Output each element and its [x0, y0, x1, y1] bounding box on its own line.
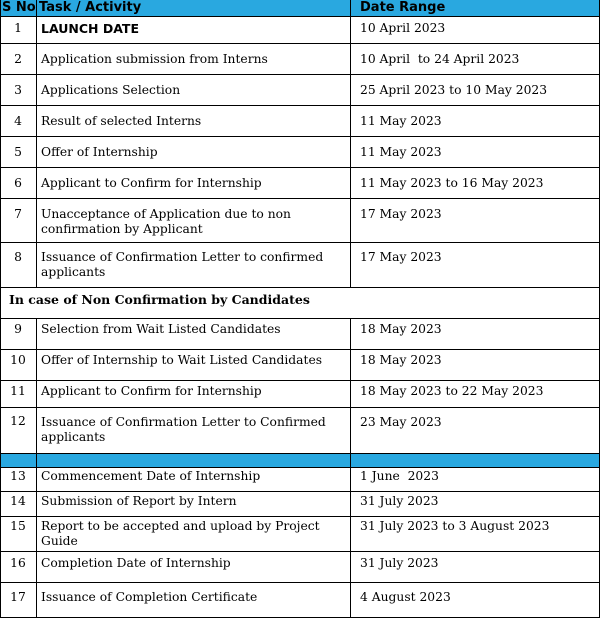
row-task-line2: applicants [41, 430, 106, 444]
row-task: Application submission from Interns [41, 52, 268, 66]
row-task-line2: confirmation by Applicant [41, 222, 203, 236]
row-divider [0, 136, 600, 137]
row-divider [0, 16, 600, 17]
row-divider [0, 74, 600, 75]
row-date: 23 May 2023 [360, 415, 442, 429]
row-date: 11 May 2023 to 16 May 2023 [360, 176, 544, 190]
row-task: Commencement Date of Internship [41, 469, 261, 483]
row-task: Selection from Wait Listed Candidates [41, 322, 281, 336]
row-divider [0, 491, 600, 492]
row-task: Applicant to Confirm for Internship [41, 176, 262, 190]
row-task-line1: Issuance of Confirmation Letter to Confirmed [41, 415, 326, 429]
row-task: Submission of Report by Intern [41, 494, 237, 508]
row-divider [0, 318, 600, 319]
row-sno: 16 [10, 556, 26, 570]
row-task: Result of selected Interns [41, 114, 202, 128]
row-date: 10 April to 24 April 2023 [360, 52, 520, 66]
header-sno: S No [2, 0, 36, 15]
header-date: Date Range [360, 0, 446, 15]
row-task: Offer of Internship to Wait Listed Candidates [41, 353, 323, 367]
row-date: 11 May 2023 [360, 145, 442, 159]
row-sno: 5 [14, 145, 22, 159]
row-sno: 4 [14, 114, 22, 128]
row-divider [0, 467, 600, 468]
row-divider [0, 167, 600, 168]
row-divider [0, 407, 600, 408]
row-task-line1: Issuance of Confirmation Letter to confirmed [41, 250, 324, 264]
row-divider [0, 198, 600, 199]
row-divider [0, 516, 600, 517]
section-heading: In case of Non Confirmation by Candidates [9, 292, 310, 307]
row-task-line1: Unacceptance of Application due to non [41, 207, 291, 221]
row-sno: 2 [14, 52, 22, 66]
row-date: 17 May 2023 [360, 207, 442, 221]
table-border-right [599, 0, 600, 618]
row-sno: 3 [14, 83, 22, 97]
row-task-line2: applicants [41, 265, 106, 279]
row-divider [0, 105, 600, 106]
row-task: Completion Date of Internship [41, 556, 231, 570]
row-divider [0, 349, 600, 350]
row-divider [0, 242, 600, 243]
row-date: 25 April 2023 to 10 May 2023 [360, 83, 548, 97]
row-task: Offer of Internship [41, 145, 158, 159]
row-task: Applicant to Confirm for Internship [41, 384, 262, 398]
col-divider [36, 318, 37, 618]
row-date: 10 April 2023 [360, 21, 446, 35]
row-date: 31 July 2023 [360, 556, 439, 570]
row-divider [0, 453, 600, 454]
row-date: 18 May 2023 [360, 322, 442, 336]
row-sno: 6 [14, 176, 22, 190]
row-date: 18 May 2023 to 22 May 2023 [360, 384, 544, 398]
row-task: Applications Selection [41, 83, 181, 97]
row-sno: 14 [10, 494, 26, 508]
header-task: Task / Activity [39, 0, 142, 15]
row-sno: 17 [10, 590, 26, 604]
row-date: 31 July 2023 [360, 494, 439, 508]
row-sno: 1 [14, 21, 22, 35]
row-task-line1: Report to be accepted and upload by Project [41, 519, 320, 533]
row-sno: 8 [14, 250, 22, 264]
table-border-bottom [0, 617, 600, 618]
row-date: 31 July 2023 to 3 August 2023 [360, 519, 550, 533]
row-divider [0, 287, 600, 288]
row-sno: 12 [10, 414, 26, 428]
row-date: 17 May 2023 [360, 250, 442, 264]
row-sno: 9 [14, 322, 22, 336]
col-divider [350, 318, 351, 618]
row-sno: 10 [10, 353, 26, 367]
row-date: 11 May 2023 [360, 114, 442, 128]
row-divider [0, 380, 600, 381]
row-task: Issuance of Completion Certificate [41, 590, 258, 604]
row-date: 18 May 2023 [360, 353, 442, 367]
row-sno: 15 [10, 519, 26, 533]
row-sno: 13 [10, 469, 26, 483]
row-sno: 11 [10, 384, 26, 398]
row-divider [0, 582, 600, 583]
row-task: LAUNCH DATE [41, 21, 139, 36]
row-sno: 7 [14, 207, 22, 221]
row-date: 1 June 2023 [360, 469, 439, 483]
row-divider [0, 43, 600, 44]
section-separator [0, 453, 600, 468]
row-date: 4 August 2023 [360, 590, 451, 604]
row-task-line2: Guide [41, 534, 78, 548]
row-divider [0, 551, 600, 552]
